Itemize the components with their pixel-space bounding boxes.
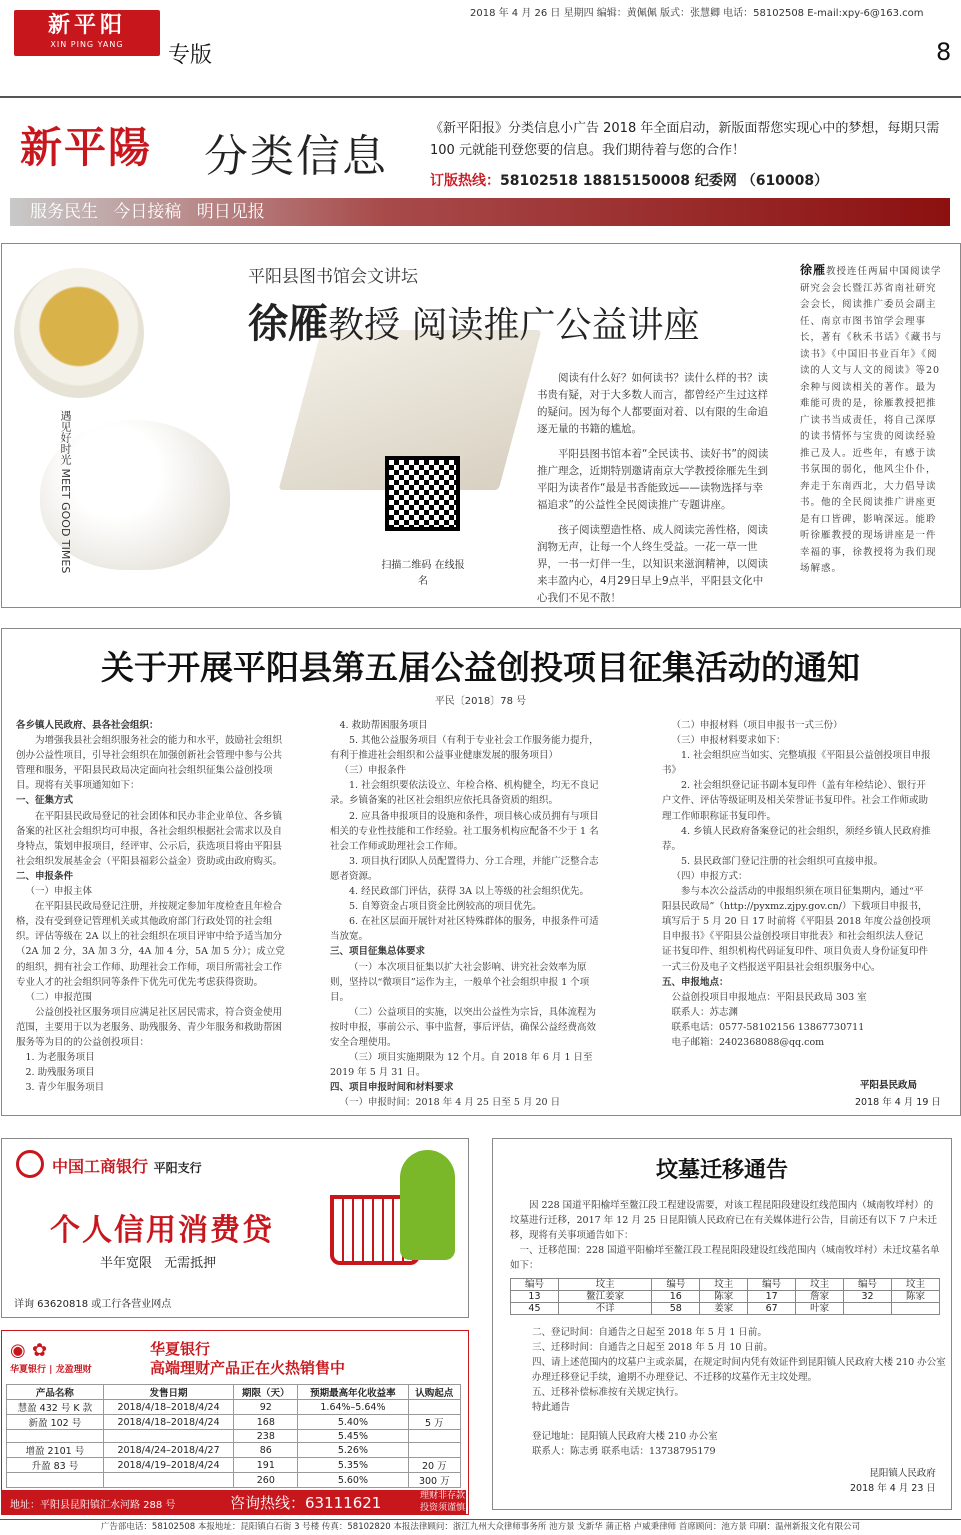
notice-paragraph: （一）本次项目征集以扩大社会影响、讲究社会效率为原则，坚持以“微项目”运作为主，一般单个社会组织申报 1 个项目。: [330, 961, 590, 1003]
table-cell: [408, 1430, 460, 1443]
notice-paragraph: 在平阳县民政局登记的社会团体和民办非企业单位、各乡镇备案的社区社会组织均可申报，各社会组织根据社会需求以及自身特点，策划申报项目，经评审、公示后，获选项目将由平阳县社会组织发展基金会（平阳县福彩公益金）资助或由政府购买。: [16, 810, 283, 867]
huaxia-logo: ◉ ✿ 华夏银行 | 龙盈理财: [10, 1340, 140, 1384]
notice-paragraph: 各乡镇人民政府、县各社会组织：: [16, 720, 159, 731]
huaxia-logo-2: 龙盈理财: [55, 1365, 92, 1375]
table-cell: 陈家: [700, 1291, 748, 1303]
notice-paragraph: 为增强我县社会组织服务社会的能力和水平，鼓励社会组织创办公益性项目，引导社会组织在加强创新社会管理中参与公共管理和服务，平阳县民政局决定面向社会组织征集公益创投项目。现将有关事项通知如下：: [16, 735, 283, 792]
notice-paragraph: 5. 县民政部门登记注册的社会组织可直接申报。: [681, 855, 884, 867]
table-header-cell: 编号: [511, 1279, 559, 1291]
table-cell: 不详: [558, 1303, 651, 1315]
huaxia-logo-icon: ◉ ✿: [10, 1340, 48, 1361]
notice-paragraph: 5. 自筹资金占项目资金比例较高的项目优先。: [349, 901, 542, 913]
icbc-branch: 平阳支行: [153, 1161, 202, 1175]
table-cell: 2018/4/18–2018/4/24: [103, 1400, 234, 1415]
grave-item: 五、迁移补偿标准按有关规定执行。: [532, 1387, 685, 1398]
page-number: 8: [936, 38, 952, 66]
grave-signature: [850, 1466, 936, 1496]
table-cell: 92: [234, 1400, 298, 1415]
notice-paragraph: 五、申报地点：: [662, 976, 729, 988]
grave-item: 二、登记时间：自通告之日起至 2018 年 5 月 1 日前。: [532, 1327, 767, 1338]
icbc-bank-name: 中国工商银行: [52, 1157, 149, 1176]
notice-ref: 平民〔2018〕78 号: [434, 696, 527, 707]
notice-paragraph: 三、项目征集总体要求: [330, 946, 426, 958]
table-cell: [408, 1400, 460, 1415]
table-cell: 2018/4/18–2018/4/24: [103, 1415, 234, 1430]
notice-paragraph: （三）申报材料要求如下：: [671, 735, 786, 747]
table-header-cell: 坟主: [891, 1279, 939, 1291]
notice-paragraph: 电子邮箱：2402368088@qq.com: [671, 1036, 825, 1048]
huaxia-warning: [420, 1490, 465, 1514]
bio-name: 徐雁: [800, 263, 827, 277]
table-cell: 20 万: [408, 1458, 460, 1473]
warning-line: 投资须谨慎: [420, 1503, 466, 1513]
qr-caption: 扫描二维码 在线报名: [381, 560, 465, 587]
notice-paragraph: （三）项目实施期限为 12 个月。自 2018 年 6 月 1 日至 2019 年 5 月 31 日。: [330, 1052, 593, 1079]
icbc-name: [52, 1154, 202, 1177]
table-cell: 增盈 2101 号: [7, 1443, 104, 1458]
logo-en: XIN PING YANG: [50, 40, 124, 49]
grave-intro: [510, 1198, 940, 1273]
notice-paragraph: （四）申报方式：: [671, 870, 748, 882]
notice-paragraph: 1. 社会组织应当如实、完整填报《平阳县公益创投项目申报书》: [662, 750, 931, 777]
table-header-cell: 预期最高年化收益率: [298, 1385, 408, 1400]
notice-paragraph: 二、申报条件: [16, 870, 74, 882]
table-cell: 13: [511, 1291, 559, 1303]
notice-paragraph: （一）申报主体: [25, 886, 93, 898]
table-cell: 58: [652, 1303, 700, 1315]
huaxia-table-header: [7, 1385, 461, 1400]
table-cell: 5.26%: [298, 1443, 408, 1458]
table-row: [511, 1303, 940, 1315]
table-header-cell: 编号: [652, 1279, 700, 1291]
table-cell: 17: [748, 1291, 796, 1303]
notice-paragraph: （二）申报范围: [25, 991, 93, 1003]
hotline-numbers: 58102518 18815150008 纪委网 （610008）: [500, 173, 829, 189]
notice-col-3: [662, 718, 932, 1050]
table-cell: 新盈 102 号: [7, 1415, 104, 1430]
table-cell: [7, 1430, 104, 1443]
grave-scope: 一、迁移范围：228 国道平阳榆垟至鳌江段工程昆阳段建设红线范围内（城南牧垟村）未迁坟墓名单如下：: [510, 1245, 940, 1271]
classified-hotline: [430, 170, 828, 190]
hotline-label: 订版热线：: [430, 173, 500, 189]
notice-paragraph: 公益创投项目申报地点：平阳县民政局 303 室: [671, 991, 867, 1003]
table-cell: 16: [652, 1291, 700, 1303]
classified-title: 分类信息: [204, 131, 388, 182]
grave-signer: 昆阳镇人民政府: [869, 1468, 936, 1479]
table-cell: 300 万: [408, 1473, 460, 1488]
grave-title: 坟墓迁移通告: [655, 1158, 788, 1183]
notice-date: 2018 年 4 月 19 日: [855, 1097, 941, 1108]
table-row: [7, 1473, 461, 1488]
table-cell: [7, 1473, 104, 1488]
table-header-cell: 坟主: [558, 1279, 651, 1291]
icbc-logo-icon: [16, 1150, 44, 1178]
table-cell: 168: [234, 1415, 298, 1430]
table-cell: 姜家: [700, 1303, 748, 1315]
qr-code[interactable]: [385, 456, 460, 531]
notice-paragraph: 2. 助残服务项目: [25, 1067, 95, 1079]
lecture-para: 孩子阅读塑造性格、成人阅读完善性格，阅读润物无声，让每一个人终生受益。一花一草一世界，一书一灯伴一生，以知识来滋润精神，以阅读来丰盈内心，4月29日早上9点半，平阳县文化中心我们不见不散！: [537, 524, 768, 604]
huaxia-footer: [2, 1490, 466, 1514]
table-row: [7, 1415, 461, 1430]
huaxia-title-1: 华夏银行: [150, 1340, 211, 1358]
lecture-para: 平阳县图书馆本着“全民读书、读好书”的阅读推广理念，近期特别邀请南京大学教授徐雁先生到平阳为读者作“最是书香能致远——读物选择与幸福追求”的公益性全民阅读推广专题讲座。: [537, 448, 769, 511]
table-header-cell: 坟主: [796, 1279, 844, 1291]
table-row: [7, 1458, 461, 1473]
notice-paragraph: （一）申报时间：2018 年 4 月 25 日至 5 月 20 日: [339, 1097, 561, 1109]
notice-paragraph: 6. 在社区层面开展针对社区特殊群体的服务，申报条件可适当放宽。: [330, 916, 599, 943]
table-row: [7, 1400, 461, 1415]
notice-signer: 平阳县民政局: [860, 1080, 918, 1091]
notice-paragraph: （二）申报材料（项目申报书一式三份）: [671, 720, 843, 731]
table-cell: 5.40%: [298, 1415, 408, 1430]
grave-address: 登记地址：昆阳镇人民政府大楼 210 办公室: [532, 1431, 718, 1442]
page-footer: 广告部电话：58102508 本报地址：昆阳镇白石街 3 号楼 传真：58102820 本报法律顾问：浙江九州大众律师事务所 池方景 戈新华 蒲正格 卢威秉律师 首席顾问：池方景 印刷：温州新报文化有限公司: [0, 1519, 961, 1535]
grave-table-header: [511, 1279, 940, 1291]
grave-items: [532, 1325, 952, 1459]
table-cell: [844, 1303, 892, 1315]
table-cell: [103, 1430, 234, 1443]
header-rule: [0, 96, 961, 98]
table-header-cell: 认购起点: [408, 1385, 460, 1400]
grave-date: 2018 年 4 月 23 日: [850, 1483, 936, 1494]
warning-line: 理财非存款: [420, 1491, 466, 1501]
table-cell: 45: [511, 1303, 559, 1315]
table-cell: 鳌江姜家: [558, 1291, 651, 1303]
bio-text: 教授连任两届中国阅读学研究会会长暨江苏省南社研究会会长，阅读推广委员会副主任、南京市图书馆学会理事长，著有《秋禾书话》《藏书与读书》《中国旧书业百年》《阅读的人文与人文的阅读》等20余种与阅读相关的著作。最为难能可贵的是，徐雁教授把推广读书当成责任，将自己深厚的读书情怀与宝贵的阅读经验推己及人。近些年，有感于读书氛围的弱化，他风尘仆仆，奔走于东南西北，大力倡导读书。他的全民阅读推广讲座更是有口皆碑，影响深远。能聆听徐雁教授的现场讲座是一件幸福的事，徐教授将为我们现场解惑。: [800, 266, 943, 574]
notice-paragraph: 1. 社会组织要依法设立、年检合格、机构健全，均无不良记录。乡镇备案的社区社会组织应依托具备资质的组织。: [330, 780, 599, 807]
notice-paragraph: 4. 救助帮困服务项目: [339, 720, 428, 731]
notice-paragraph: 4. 乡镇人民政府备案登记的社会组织，须经乡镇人民政府推荐。: [662, 825, 931, 852]
tea-cup-image: [14, 268, 144, 398]
table-cell: 86: [234, 1443, 298, 1458]
grave-item: 三、迁移时间：自通告之日起至 2018 年 5 月 10 日前。: [532, 1342, 773, 1353]
icbc-sub: 半年宽限 无需抵押: [100, 1256, 217, 1271]
huaxia-logo-1: 华夏银行: [10, 1365, 47, 1375]
lecture-para: 阅读有什么好？如何读书？读什么样的书？读书贵有疑，对于大多数人而言，都曾经产生过这样的疑问。因为每个人都要面对着、以有限的生命追逐无量的书籍的尴尬。: [537, 372, 768, 435]
notice-paragraph: 参与本次公益活动的申报组织须在项目征集期内，通过“平阳县民政局”（http://pyxmz.zjpy.gov.cn/）下载项目申报书，填写后于 5 月 20 日 17 时前将《平阳县 2018 年度公益创投项目申报书》《平阳县公益创投项目审批表》和社会组织法人登记证书复印件、组织机构代码证复印件、项目负责人身份证复印件一式三份及电子文档报送平阳县社会组织服务中心。: [662, 886, 931, 973]
notice-paragraph: 在平阳县民政局登记注册，并按规定参加年度检查且年检合格，没有受到登记管理机关或其他政府部门行政处罚的社会组织。评估等级在 2A 以上的社会组织在项目评审中给予适当加分（2A 加 2 分，3A 加 3 分，4A 加 4 分，5A 加 5 分）；成立党的组织，拥有社会工作师、助理社会工作师，项目所需社会工作专业人才的社会组织同等条件下优先可优先考虑获得资助。: [16, 901, 285, 988]
notice-paragraph: 3. 项目执行团队人员配置得力、分工合理，并能广泛整合志愿者资源。: [330, 855, 599, 882]
grave-contact: 联系人：陈志勇 联系电话：13738795179: [532, 1446, 716, 1457]
lecture-title: [248, 292, 699, 349]
section-name: 专版: [168, 43, 213, 68]
table-cell: 升盈 83 号: [7, 1458, 104, 1473]
table-cell: 詹家: [796, 1291, 844, 1303]
classified-brand: 新平陽: [20, 123, 153, 172]
table-cell: 叶家: [796, 1303, 844, 1315]
table-cell: 2018/4/24–2018/4/27: [103, 1443, 234, 1458]
table-cell: 5.35%: [298, 1458, 408, 1473]
huaxia-title-2: 高端理财产品正在火热销售中: [150, 1359, 346, 1377]
table-header-cell: 发售日期: [103, 1385, 234, 1400]
notice-paragraph: 3. 青少年服务项目: [25, 1082, 105, 1094]
huaxia-address: 地址：平阳县昆阳镇汇水河路 288 号: [10, 1500, 176, 1511]
table-row: [511, 1291, 940, 1303]
table-cell: 67: [748, 1303, 796, 1315]
notice-title: 关于开展平阳县第五届公益创投项目征集活动的通知: [101, 648, 860, 687]
lecture-title-rest: 教授 阅读推广公益讲座: [328, 305, 700, 346]
table-header-cell: 坟主: [700, 1279, 748, 1291]
table-cell: 32: [844, 1291, 892, 1303]
notice-paragraph: 1. 为老服务项目: [25, 1052, 95, 1064]
classified-banner: 服务民生 今日接稿 明日见报: [10, 198, 950, 226]
table-row: [7, 1430, 461, 1443]
grave-item: 四、请上述范围内的坟墓户主或亲属，在规定时间内凭有效证件到昆阳镇人民政府大楼 210 办公室办理迁移登记手续，逾期不办理登记、不迁移的坟墓作无主坟处理。: [532, 1357, 946, 1383]
huaxia-hotline: 咨询热线：63111621: [230, 1494, 382, 1512]
table-cell: 陈家: [891, 1291, 939, 1303]
classified-intro: 《新平阳报》分类信息小广告 2018 年全面启动，新版面帮您实现心中的梦想，每期只需 100 元就能刊登您要的信息。我们期待着与您的合作！: [430, 121, 940, 158]
table-header-cell: 编号: [748, 1279, 796, 1291]
table-cell: [891, 1303, 939, 1315]
logo-cn: 新平阳: [47, 12, 126, 38]
notice-paragraph: 一、征集方式: [16, 795, 74, 807]
notice-paragraph: 2. 社会组织登记证书副本复印件（盖有年检结论）、银行开户文件、评估等级证明及相关荣誉证书复印件。社会工作师或助理工作师职称证书复印件。: [662, 780, 929, 822]
table-cell: 5 万: [408, 1415, 460, 1430]
vertical-slogan: 遇见好时光 MEET GOOD TIMES: [59, 410, 72, 574]
newspaper-logo: [14, 10, 160, 56]
icbc-footer: 详询 63620818 或工行各营业网点: [14, 1299, 172, 1310]
lecture-subtitle: 平阳县图书馆会文讲坛: [248, 267, 418, 287]
green-figure-icon: [400, 1150, 455, 1260]
icbc-headline: 个人信用消费贷: [50, 1213, 274, 1248]
table-header-cell: 产品名称: [7, 1385, 104, 1400]
table-cell: 260: [234, 1473, 298, 1488]
grave-intro-text: 因 228 国道平阳榆垟至鳌江段工程建设需要，对该工程昆阳段建设红线范围内（城南牧垟村）的坟墓进行迁移，2017 年 12 月 25 日昆阳镇人民政府已在有关媒体进行公告，目前还有以下 7 户未迁移，现将有关事项通告如下：: [510, 1200, 938, 1241]
notice-paragraph: 联系电话：0577-58102156 13867730711: [671, 1021, 865, 1033]
huaxia-table: [6, 1384, 461, 1488]
notice-paragraph: 四、项目申报时间和材料要求: [330, 1082, 454, 1094]
table-cell: 191: [234, 1458, 298, 1473]
table-cell: [408, 1443, 460, 1458]
masthead-info: 2018 年 4 月 26 日 星期四 编辑：黄佩佩 版式：张慧卿 电话：58102508 E-mail:xpy-6@163.com: [470, 8, 924, 19]
grave-table: [510, 1278, 940, 1315]
grave-item: 特此通告: [532, 1402, 571, 1413]
table-cell: 5.60%: [298, 1473, 408, 1488]
notice-paragraph: 联系人：苏志渊: [671, 1006, 739, 1018]
table-row: [7, 1443, 461, 1458]
table-cell: 238: [234, 1430, 298, 1443]
notice-paragraph: 4. 经民政部门评估，获得 3A 以上等级的社会组织优先。: [349, 886, 590, 898]
table-cell: 1.64%–5.64%: [298, 1400, 408, 1415]
notice-paragraph: 2. 应具备申报项目的设施和条件，项目核心成员拥有与项目相关的专业性技能和工作经验。社工服务机构应配备不少于 1 名社会工作师或助理社会工作师。: [330, 810, 599, 852]
notice-paragraph: （二）公益项目的实施，以突出公益性为宗旨，具体流程为按时申报，事前公示、事中监督，事后评估，确保公益经费高效安全合理使用。: [330, 1006, 597, 1048]
table-cell: 5.45%: [298, 1430, 408, 1443]
table-cell: [103, 1473, 234, 1488]
huaxia-title: [150, 1340, 345, 1378]
lecture-text: [537, 370, 772, 615]
lecturer-name: 徐雁: [248, 301, 328, 347]
notice-col-2: [330, 718, 600, 1110]
lecturer-bio: [800, 262, 945, 578]
notice-paragraph: （三）申报条件: [339, 765, 407, 777]
table-cell: 慧盈 432 号 K 款: [7, 1400, 104, 1415]
table-header-cell: 期限（天）: [234, 1385, 298, 1400]
notice-paragraph: 公益创投社区服务项目应满足社区居民需求，符合资金使用范围，主要用于以为老服务、助残服务、青少年服务和救助帮困服务等为目的的公益创投项目：: [16, 1006, 283, 1048]
notice-paragraph: 5. 其他公益服务项目（有利于专业社会工作服务能力提升，有利于推进社会组织和公益事业健康发展的服务项目）: [330, 735, 599, 762]
notice-col-1: [16, 718, 286, 1095]
table-cell: 2018/4/19–2018/4/24: [103, 1458, 234, 1473]
table-header-cell: 编号: [844, 1279, 892, 1291]
